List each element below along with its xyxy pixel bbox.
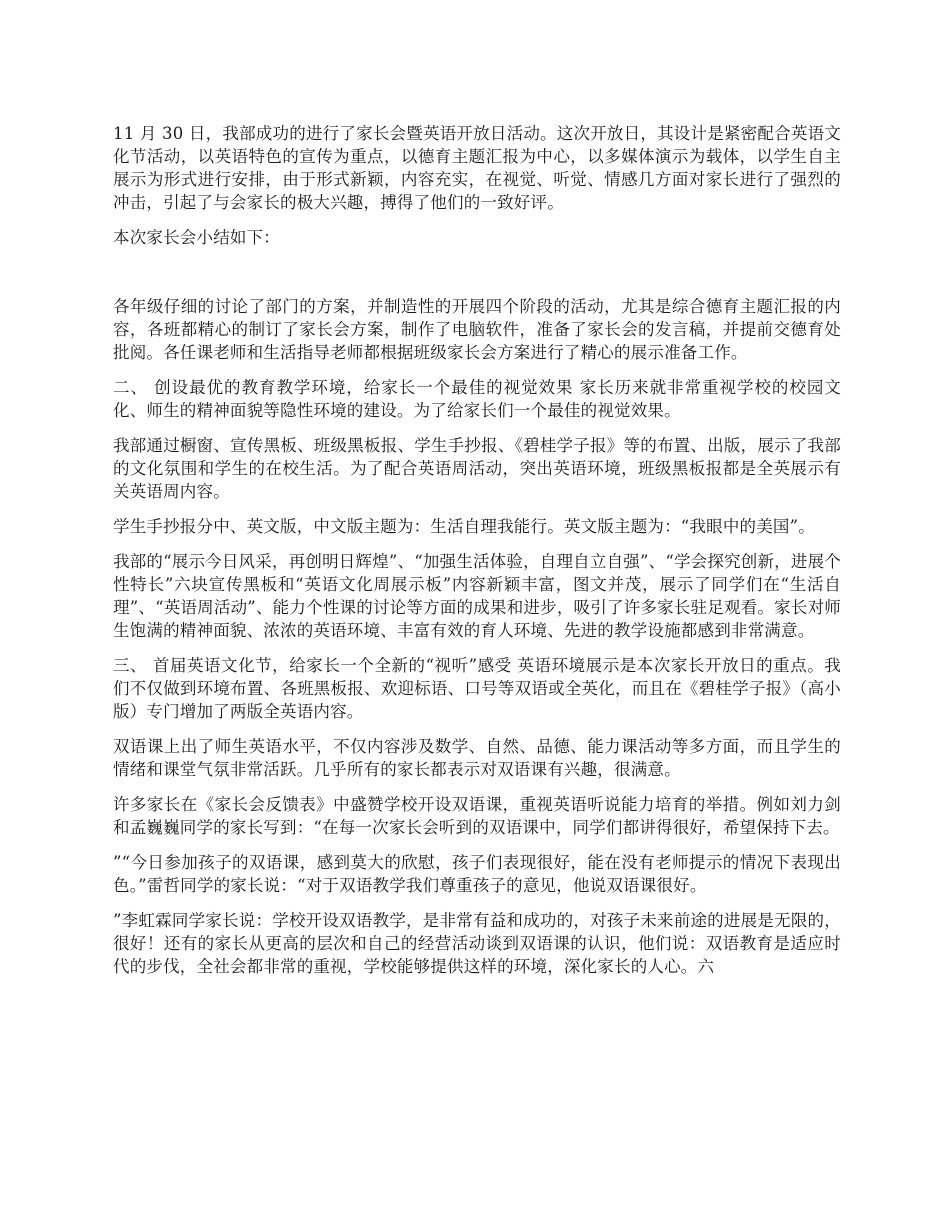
paragraph-section-three: 三、 首届英语文化节，给家长一个全新的“视听”感受 英语环境展示是本次家长开放日的重点。我们不仅做到环境布置、各班黑板报、欢迎标语、口号等双语或全英化，而且在《碧桂学子报》（高小版）专门增加了两版全英语内容。 bbox=[113, 656, 841, 721]
document-body bbox=[113, 122, 841, 990]
paragraph-section-two: 二、 创设最优的教育教学环境，给家长一个最佳的视觉效果 家长历来就非常重视学校的校园文化、师生的精神面貌等隐性环境的建设。为了给家长们一个最佳的视觉效果。 bbox=[113, 378, 841, 420]
paragraph-closing: ”李虹霖同学家长说：学校开设双语教学，是非常有益和成功的，对孩子未来前途的进展是无限的，很好！还有的家长从更高的层次和自己的经营活动谈到双语课的认识，他们说：双语教育是适应时代的步伐，全社会都非常的重视，学校能够提供这样的环境，深化家长的人心。六 bbox=[113, 911, 841, 976]
paragraph-parent-feedback: 许多家长在《家长会反馈表》中盛赞学校开设双语课，重视英语听说能力培育的举措。例如刘力剑和孟巍巍同学的家长写到：“在每一次家长会听到的双语课中，同学们都讲得很好，希望保持下去。 bbox=[113, 795, 841, 837]
paragraph-handwritten-newspaper: 学生手抄报分中、英文版，中文版主题为：生活自理我能行。英文版主题为：“我眼中的美国”。 bbox=[113, 517, 815, 536]
paragraph-summary-heading: 本次家长会小结如下： bbox=[113, 228, 280, 247]
paragraph-bilingual-class: 双语课上出了师生英语水平，不仅内容涉及数学、自然、品德、能力课活动等多方面，而且学生的情绪和课堂气氛非常活跃。几乎所有的家长都表示对双语课有兴趣，很满意。 bbox=[113, 737, 841, 779]
paragraph-displays: 我部通过橱窗、宣传黑板、班级黑板报、学生手抄报、《碧桂学子报》等的布置、出版，展示了我部的文化氛围和学生的在校生活。为了配合英语周活动，突出英语环境，班级黑板报都是全英展示有关英语周内容。 bbox=[113, 436, 841, 501]
paragraph-blackboards: 我部的“展示今日风采，再创明日辉煌”、“加强生活体验，自理自立自强”、“学会探究创新，进展个性特长”六块宣传黑板和“英语文化周展示板”内容新颖丰富，图文并茂，展示了同学们在“生活自理”、“英语周活动”、能力个性课的讨论等方面的成果和进步，吸引了许多家长驻足观看。家长对师生饱满的精神面貌、浓浓的英语环境、丰富有效的育人环境、先进的教学设施都感到非常满意。 bbox=[113, 552, 841, 640]
paragraph-preparation: 各年级仔细的讨论了部门的方案，并制造性的开展四个阶段的活动，尤其是综合德育主题汇报的内容，各班都精心的制订了家长会方案，制作了电脑软件，准备了家长会的发言稿，并提前交德育处批阅。各任课老师和生活指导老师都根据班级家长会方案进行了精心的展示准备工作。 bbox=[113, 297, 841, 362]
paragraph-parent-quotes: ”“今日参加孩子的双语课，感到莫大的欣慰，孩子们表现很好，能在没有老师提示的情况下表现出色。”雷哲同学的家长说：“对于双语教学我们尊重孩子的意见，他说双语课很好。 bbox=[113, 853, 841, 895]
paragraph-intro: 11 月 30 日，我部成功的进行了家长会暨英语开放日活动。这次开放日，其设计是紧密配合英语文化节活动，以英语特色的宣传为重点，以德育主题汇报为中心，以多媒体演示为载体，以学生自主展示为形式进行安排，由于形式新颖，内容充实，在视觉、听觉、情感几方面对家长进行了强烈的冲击，引起了与会家长的极大兴趣，搏得了他们的一致好评。 bbox=[113, 124, 841, 212]
